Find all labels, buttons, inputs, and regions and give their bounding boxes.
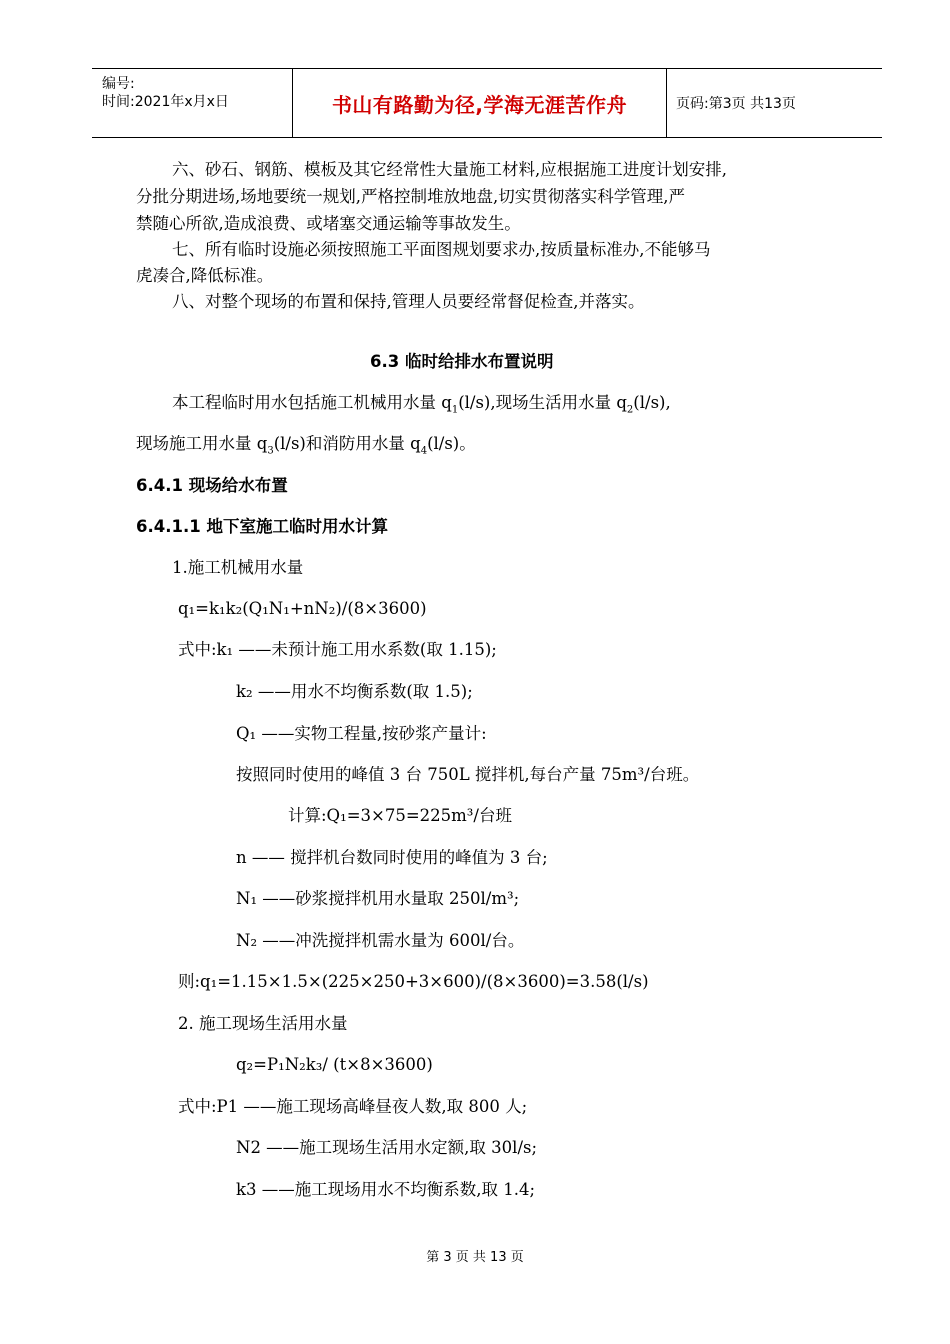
intro-sub-1: 1 xyxy=(451,404,459,416)
P1-definition: 式中:P1 ——施工现场高峰昼夜人数,取 800 人; xyxy=(178,1097,528,1116)
paragraph-7-line-1: 七、所有临时设施必须按照施工平面图规划要求办,按质量标准办,不能够马 xyxy=(172,240,711,259)
header-motto-cell xyxy=(292,69,667,137)
page-footer: 第 3 页 共 13 页 xyxy=(426,1250,524,1265)
k2-definition: k₂ ——用水不均衡系数(取 1.5); xyxy=(236,682,473,701)
section-heading-6-4-1-1: 6.4.1.1 地下室施工临时用水计算 xyxy=(136,517,388,536)
header-info-cell xyxy=(92,69,292,137)
intro2-sub-3: 3 xyxy=(267,445,274,457)
header-page-cell xyxy=(666,69,882,137)
section-heading-6-4-1: 6.4.1 现场给水布置 xyxy=(136,476,288,495)
section-heading-6-3: 6.3 临时给排水布置说明 xyxy=(370,352,554,371)
N2-definition: N₂ ——冲洗搅拌机需水量为 600l/台。 xyxy=(236,931,525,950)
intro2-sub-4: 4 xyxy=(420,445,428,457)
n-definition: n —— 搅拌机台数同时使用的峰值为 3 台; xyxy=(236,848,548,867)
N2b-definition: N2 ——施工现场生活用水定额,取 30l/s; xyxy=(236,1138,538,1157)
result-line: 则:q₁=1.15×1.5×(225×250+3×600)/(8×3600)=3.58(l/s) xyxy=(178,972,649,991)
intro-text-c: (l/s), xyxy=(633,393,671,412)
calc-line: 计算:Q₁=3×75=225m³/台班 xyxy=(288,806,512,825)
q1-definition: Q₁ ——实物工程量,按砂浆产量计: xyxy=(236,724,487,743)
intro2-text-b: (l/s)和消防用水量 q xyxy=(273,434,421,453)
intro-sub-2: 2 xyxy=(626,404,634,416)
page-info: 页码:第3页 共13页 xyxy=(676,96,796,112)
code-label: 编号: xyxy=(102,76,135,92)
time-label: 时间:2021年x月x日 xyxy=(102,94,229,110)
page-header xyxy=(92,68,882,138)
intro2-text-c: (l/s)。 xyxy=(427,434,476,453)
intro2-text-a: 现场施工用水量 q xyxy=(136,434,268,453)
intro-line-2 xyxy=(136,434,476,457)
item-1-heading: 1.施工机械用水量 xyxy=(172,558,304,577)
paragraph-8-line-1: 八、对整个现场的布置和保持,管理人员要经常督促检查,并落实。 xyxy=(172,292,645,311)
k3-definition: k3 ——施工现场用水不均衡系数,取 1.4; xyxy=(236,1180,536,1199)
formula-1: q₁=k₁k₂(Q₁N₁+nN₂)/(8×3600) xyxy=(178,599,427,618)
k1-definition: 式中:k₁ ——未预计施工用水系数(取 1.15); xyxy=(178,640,497,659)
paragraph-7-line-2: 虎凑合,降低标准。 xyxy=(136,266,274,285)
N1-definition: N₁ ——砂浆搅拌机用水量取 250l/m³; xyxy=(236,889,520,908)
intro-line-1 xyxy=(172,393,671,416)
motto: 书山有路勤为径,学海无涯苦作舟 xyxy=(331,93,628,117)
peak-description: 按照同时使用的峰值 3 台 750L 搅拌机,每台产量 75m³/台班。 xyxy=(236,765,700,784)
paragraph-6-line-2: 分批分期进场,场地要统一规划,严格控制堆放地盘,切实贯彻落实科学管理,严 xyxy=(136,187,685,206)
paragraph-6-line-1: 六、砂石、钢筋、模板及其它经常性大量施工材料,应根据施工进度计划安排, xyxy=(172,160,727,179)
formula-2: q₂=P₁N₂k₃/ (t×8×3600) xyxy=(236,1055,433,1074)
paragraph-6-line-3: 禁随心所欲,造成浪费、或堵塞交通运输等事故发生。 xyxy=(136,214,521,233)
intro-text-b: (l/s),现场生活用水量 q xyxy=(458,393,627,412)
intro-text-a: 本工程临时用水包括施工机械用水量 q xyxy=(172,393,452,412)
item-2-heading: 2. 施工现场生活用水量 xyxy=(178,1014,348,1033)
